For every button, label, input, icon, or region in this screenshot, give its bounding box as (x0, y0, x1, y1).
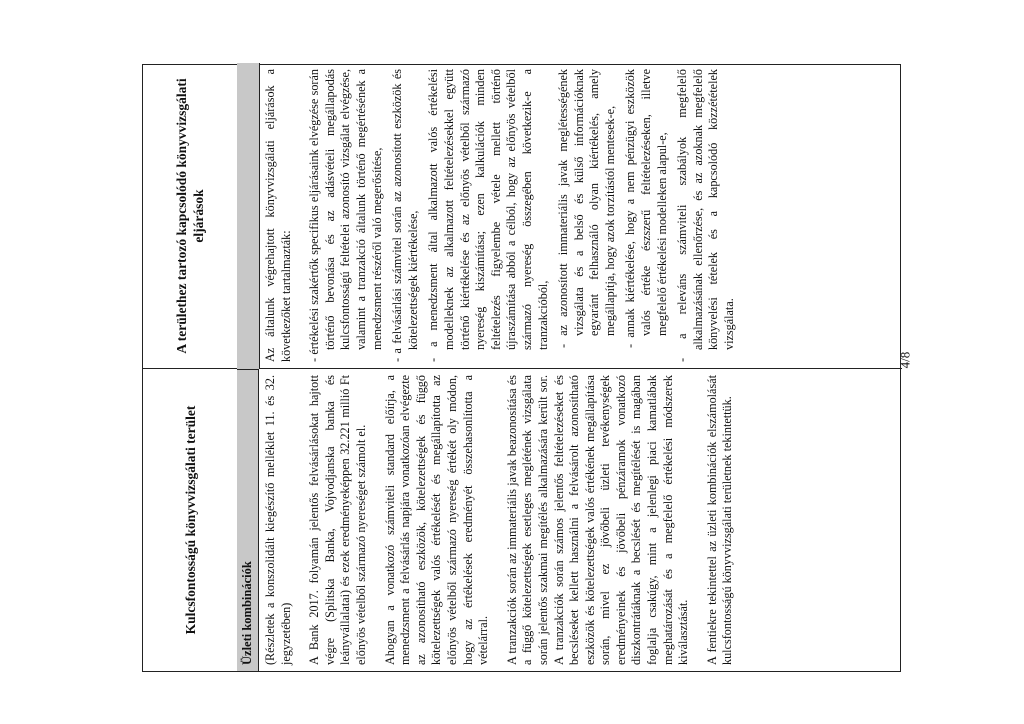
col1-paragraph: Ahogyan a vonatkozó számviteli standard előírja, a menedzsment a felvásárlás napjára vonatkozóan elvégezte az azonosítható eszközök, kötelezettségek és függő kötelezettségek valós értékelését és megállapította az előnyös vételből származó nyereség értékét oly módon, hogy az értékelések eredményét összehasonlította a vételárral. (382, 375, 491, 665)
rotated-content (142, 64, 901, 672)
col2-body (263, 69, 743, 362)
list-item: - a felvásárlási számvitel során az azonosított eszközök és kötelezettségek kiértékelése, (390, 69, 420, 362)
col1-body (263, 375, 749, 665)
column-divider (259, 368, 902, 369)
table-header (143, 65, 238, 671)
col1-paragraph: A fentiekre tekintettel az üzleti kombinációk elszámolását kulcsfontosságú könyvvizsgálati területnek tekintettük. (704, 375, 735, 665)
list-item: - értékelési szakértők specifikus eljárásaink elvégzése során történő bevonása és az adásvételi megállapodás kulcsfontosságú feltételei azonosító vizsgálat elvégzése, valamint a tranzakció általunk történő megértésének a menedzsment részéről való megerősítése, (307, 69, 384, 362)
col1-subheader: Üzleti kombinációk (237, 369, 259, 671)
col1-header: Kulcsfontosságú könyvvizsgálati terület (143, 368, 237, 671)
col2-intro: Az általunk végrehajtott könyvvizsgálati eljárások a következőket tartalmazták: (263, 69, 293, 362)
col1-paragraph: (Részletek a konszolidált kiegészítő melléklet 11. és 32. jegyzetében) (263, 375, 293, 665)
document-page (142, 64, 901, 672)
col2-subheader-blank (237, 63, 260, 369)
audit-table (142, 64, 901, 672)
col1-paragraph: A tranzakciók során az immateriális javak beazonosítása és a függő kötelezettségek esetleges meglétének vizsgálata során jelentős szakmai megítélés alkalmazására került sor. A tranzakciók során számos jelentős feltételezéseket és becsléseket kellett használni a felvásárolt azonosítható eszközök és kötelezettségek valós értékének megállapítása során, mivel ez jövőbeli üzleti tevékenységek eredményeinek és jövőbeli pénzáramok vonatkozó diszkontrátáknak a becslését és megítélését is magában foglalja csakúgy, mint a jelenlegi piaci kamatlábak meghatározását és a megfelelő értékelési módszerek kiválasztását. (504, 375, 691, 665)
list-item: - a menedzsment által alkalmazott valós értékelési modelleknek az alkalmazott feltételezésekkel együtt történő kiértékelése és az előnyös vételből származó nyereség kiszámítása; ezen kalkulációk minden feltételezés figyelembe vétele mellett történő újraszámítása abból a célból, hogy az előnyös vételből származó nyereség összegében következik-e a tranzakcióból, (426, 69, 550, 362)
list-subitem: - az azonosított immateriális javak meglétességének vizsgálata és a belső és külső információknak egyaránt felhasználó olyan kiértékelés, amely megállapítja, hogy azok torzítástól mentesek-e, (556, 69, 617, 348)
page-number: 4/8 (897, 351, 913, 369)
col1-paragraph: A Bank 2017. folyamán jelentős felvásárlásokat hajtott végre (Splitska Banka, Vojvodjanska banka és leányvállalatai) és ezek eredményeképpen 32.221 millió Ft előnyös vételből származó nyereséget számolt el. (307, 375, 368, 665)
col2-header: A területhez tartozó kapcsolódó könyvvizsgálati eljárások (174, 78, 206, 354)
list-item: - a releváns számviteli szabályok megfelelő alkalmazásának ellenőrzése, és az azoknak megfelelő könyvelési tételek és a kapcsolódó közzétételek vizsgálata. (675, 69, 737, 362)
procedure-list (307, 69, 737, 362)
list-subitem: - annak kiértékelése, hogy a nem pénzügyi eszközök valós értéke észszerű feltételezéseken, illetve megfelelő értékelési modelleken alapul-e, (623, 69, 669, 348)
